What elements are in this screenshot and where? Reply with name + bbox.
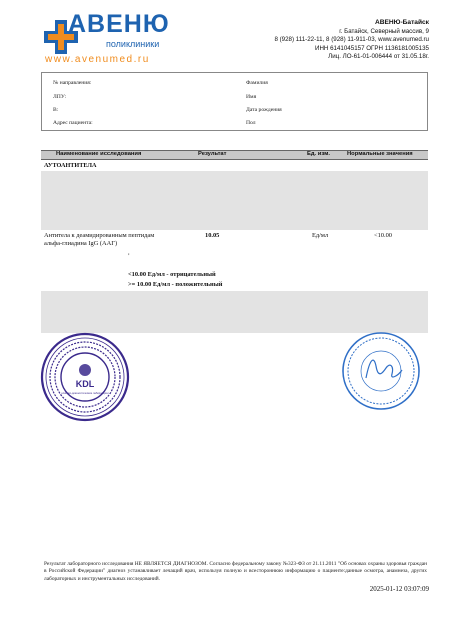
doctor-label: В: <box>53 107 59 113</box>
row-unit: Ед/мл <box>312 232 329 239</box>
kdl-stamp-text: KDL <box>75 379 95 389</box>
patient-info-box <box>41 72 428 131</box>
header-test-name: Наименование исследования <box>56 151 142 157</box>
referral-label: № направления: <box>53 80 92 86</box>
name-label: Имя <box>246 94 257 100</box>
logo-name: АВЕНЮ <box>68 10 170 38</box>
sex-label: Пол <box>246 120 256 126</box>
clinic-phones: 8 (928) 111-22-11, 8 (928) 11-911-03, www.avenumed.ru <box>274 36 429 44</box>
logo-subtitle: поликлиники <box>106 39 160 49</box>
header-norm: Нормальные значения <box>347 151 413 157</box>
row-test-name-suffix: , <box>128 249 130 256</box>
grey-band-top <box>41 171 428 230</box>
header-unit: Ед. изм. <box>307 151 330 157</box>
surname-label: Фамилия <box>246 80 268 86</box>
timestamp: 2025-01-12 03:07:09 <box>369 585 429 593</box>
clinic-info <box>274 19 429 62</box>
signature-icon <box>366 360 402 378</box>
row-test-name: Антитела к деамидированным пептидам альфа-глиадина IgG (ААГ) <box>44 232 155 248</box>
norm-note-positive: >= 10.00 Ед/мл - положительный <box>128 281 223 288</box>
lab-round-stamp <box>340 330 422 412</box>
lpu-label: ЛПУ: <box>53 94 67 100</box>
kdl-seal-stamp <box>40 332 130 422</box>
row-result: 10.05 <box>205 232 220 239</box>
grey-band-bottom <box>41 291 428 333</box>
row-norm: <10.00 <box>374 232 392 239</box>
logo-url: www.avenumed.ru <box>45 54 150 65</box>
header-result: Результат <box>198 151 227 157</box>
clinic-license: Лиц. ЛО-61-01-006444 от 31.05.18г. <box>328 53 429 61</box>
disclaimer: Результат лабораторного исследования НЕ ЯВЛЯЕТСЯ ДИАГНОЗОМ. Согласно федеральному закону №323-ФЗ от 21.11.2011 "Об основах охраны здоровья граждан в Российской Федерации" диагноз устанавливает лечащий врач, используя полную и всестороннюю информацию о пациенте:данные осмотра, анамнеза, других лабораторных и инструментальных исследований. <box>44 561 427 582</box>
clinic-address: г. Батайск, Северный массив, 9 <box>339 27 429 35</box>
address-label: Адрес пациента: <box>53 120 93 126</box>
clinic-inn: ИНН 6141045157 ОГРН 1136181005135 <box>315 44 429 52</box>
clinic-name: АВЕНЮ-Батайск <box>374 19 429 26</box>
kdl-stamp-subtext: клинико-диагностические лаборатории <box>61 392 109 395</box>
dob-label: Дата рождения <box>246 107 282 113</box>
section-title: АУТОАНТИТЕЛА <box>44 162 97 169</box>
norm-note-negative: <10.00 Ед/мл - отрицательный <box>128 271 216 278</box>
